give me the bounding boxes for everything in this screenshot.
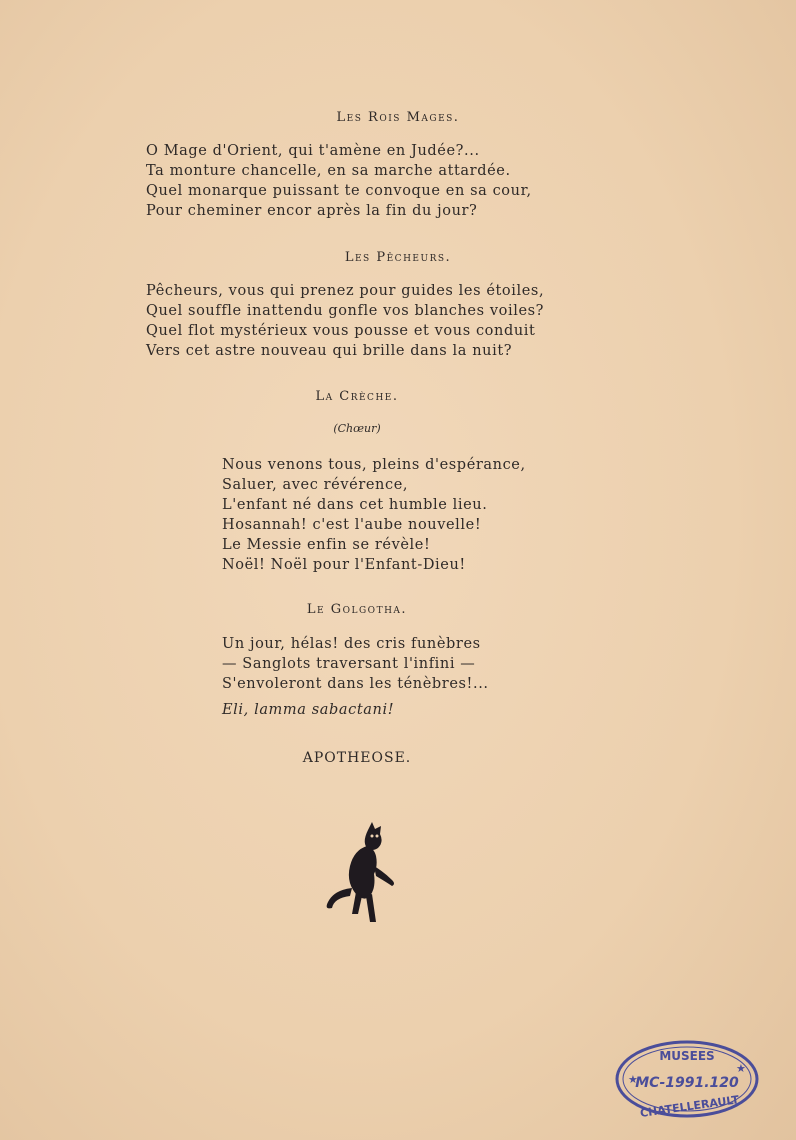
verse-line: Quel monarque puissant te convoque en sa cour, <box>146 183 532 199</box>
stanza-golgotha <box>222 634 489 720</box>
section-heading-creche: La Crèche. <box>315 389 399 404</box>
verse-line: S'envoleront dans les ténèbres!... <box>222 676 489 692</box>
verse-line: Noël! Noël pour l'Enfant-Dieu! <box>222 557 466 573</box>
museum-stamp <box>614 1038 760 1120</box>
verse-line: Ta monture chancelle, en sa marche attardée. <box>146 163 511 179</box>
verse-line: O Mage d'Orient, qui t'amène en Judée?... <box>146 143 480 159</box>
stanza-pecheurs <box>146 281 544 361</box>
cat-vignette-icon <box>312 822 402 932</box>
verse-line: Hosannah! c'est l'aube nouvelle! <box>222 517 482 533</box>
stanza-creche <box>222 455 526 575</box>
stamp-star-icon: ★ <box>736 1062 746 1075</box>
verse-line: L'enfant né dans cet humble lieu. <box>222 497 488 513</box>
verse-line: Quel flot mystérieux vous pousse et vous conduit <box>146 323 536 339</box>
section-heading-golgotha: Le Golgotha. <box>306 602 408 617</box>
verse-line: Pêcheurs, vous qui prenez pour guides les étoiles, <box>146 283 545 299</box>
verse-line: Nous venons tous, pleins d'espérance, <box>222 457 526 473</box>
section-subheading-choeur: (Chœur) <box>333 422 381 435</box>
section-heading-pecheurs: Les Pêcheurs. <box>344 250 452 265</box>
verse-line: Saluer, avec révérence, <box>222 477 409 493</box>
verse-line-italic: Eli, lamma sabactani! <box>222 702 395 718</box>
stamp-top-text: MUSEES <box>659 1049 715 1063</box>
verse-line: Pour cheminer encor après la fin du jour? <box>146 203 478 219</box>
stamp-bottom-text: CHATELLERAULT <box>639 1093 740 1120</box>
verse-line: Vers cet astre nouveau qui brille dans la nuit? <box>146 343 513 359</box>
verse-line: Quel souffle inattendu gonfle vos blanches voiles? <box>146 303 545 319</box>
verse-line: Le Messie enfin se révèle! <box>222 537 431 553</box>
section-heading-rois-mages: Les Rois Mages. <box>336 110 460 125</box>
stanza-rois-mages <box>146 141 532 221</box>
verse-line: — Sanglots traversant l'infini — <box>222 656 476 672</box>
apotheose-title: APOTHEOSE. <box>302 750 412 766</box>
verse-line: Un jour, hélas! des cris funèbres <box>222 636 481 652</box>
stamp-star-icon: ★ <box>628 1073 638 1086</box>
stamp-number-text: MC-1991.120 <box>635 1075 739 1091</box>
